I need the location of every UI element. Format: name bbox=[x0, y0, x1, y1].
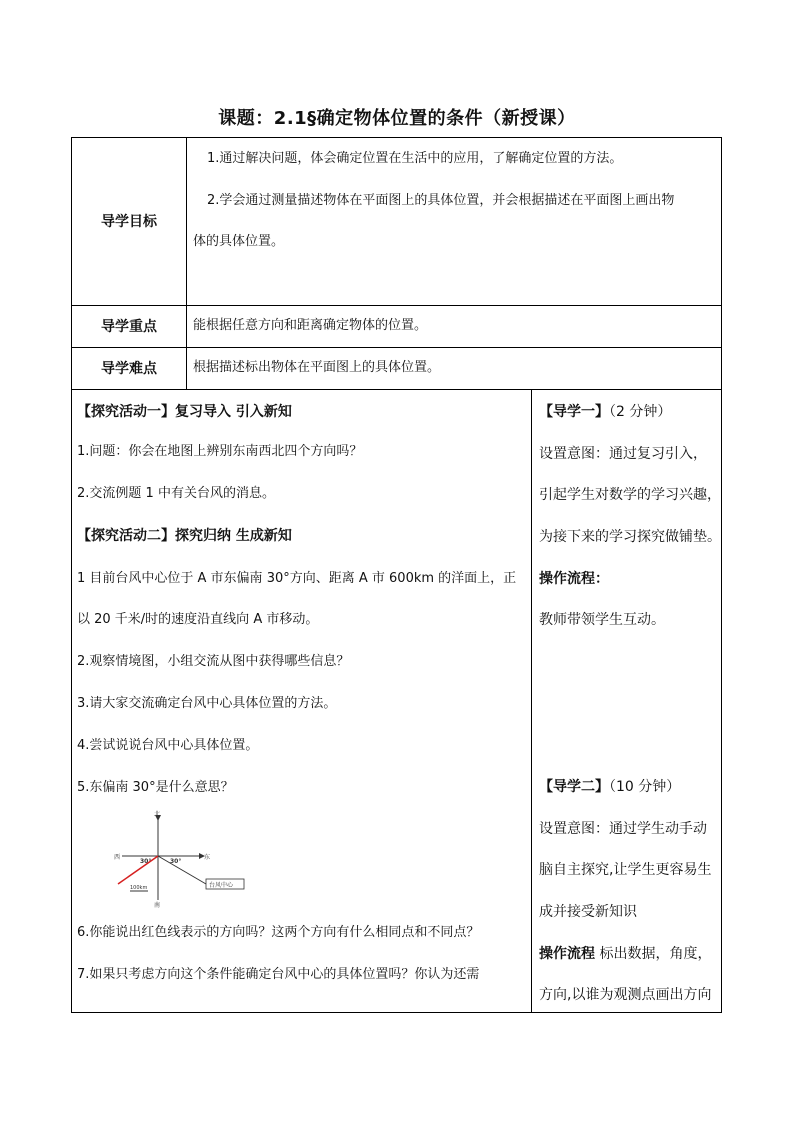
guide-2-intent-line-1: 设置意图：通过学生动手动 bbox=[539, 821, 707, 837]
guide-1-intent-line-3: 为接下来的学习探究做铺垫。 bbox=[539, 529, 721, 545]
west-label: 西 bbox=[114, 854, 121, 861]
goals-label: 导学目标 bbox=[101, 214, 157, 230]
row-divider-goals bbox=[71, 305, 722, 306]
guide-2-heading bbox=[539, 777, 680, 797]
left-angle-label: 30° bbox=[140, 858, 152, 865]
north-label: 北 bbox=[154, 811, 161, 818]
right-angle-label: 30° bbox=[170, 858, 182, 865]
table-border-top bbox=[71, 137, 722, 138]
page-title: 课题：2.1§确定物体位置的条件（新授课） bbox=[218, 108, 576, 129]
typhoon-direction-line bbox=[158, 856, 206, 884]
goal-item-1: 1.通过解决问题，体会确定位置在生活中的应用，了解确定位置的方法。 bbox=[207, 151, 623, 166]
typhoon-box-label: 台风中心 bbox=[209, 882, 234, 889]
red-direction-line bbox=[118, 856, 158, 884]
guide-2-flow-line-2: 方向,以谁为观测点画出方向 bbox=[539, 987, 712, 1003]
guide-2-intent-line-2: 脑自主探究,让学生更容易生 bbox=[539, 862, 712, 878]
guide-1-intent-line-2: 引起学生对数学的学习兴趣， bbox=[539, 487, 721, 503]
goal-item-2-line-1: 2.学会通过测量描述物体在平面图上的具体位置，并会根据描述在平面图上画出物 bbox=[207, 193, 675, 208]
guide-1-flow-text: 教师带领学生互动。 bbox=[539, 612, 665, 628]
guide-2-intent-line-3: 成并接受新知识 bbox=[539, 904, 637, 920]
paragraph-2: 2.观察情境图，小组交流从图中获得哪些信息？ bbox=[77, 654, 350, 669]
label-column-divider bbox=[186, 137, 187, 390]
paragraph-3: 3.请大家交流确定台风中心具体位置的方法。 bbox=[77, 696, 337, 711]
direction-diagram bbox=[108, 808, 248, 908]
question-2: 2.交流例题 1 中有关台风的消息。 bbox=[77, 486, 275, 501]
row-divider-difficulty bbox=[71, 389, 722, 390]
east-label: 东 bbox=[204, 854, 211, 861]
south-label: 南 bbox=[154, 902, 161, 908]
guide-2-title: 【导学二】 bbox=[539, 779, 609, 795]
guide-2-time: （10 分钟） bbox=[609, 779, 681, 795]
paragraph-1-line-2: 以 20 千米/时的速度沿直线向 A 市移动。 bbox=[77, 612, 319, 627]
table-border-right bbox=[721, 137, 722, 1013]
focus-label: 导学重点 bbox=[101, 319, 157, 335]
paragraph-5: 5.东偏南 30°是什么意思？ bbox=[77, 780, 234, 795]
guide-1-flow-label: 操作流程： bbox=[539, 571, 609, 587]
question-1: 1.问题：你会在地图上辨别东南西北四个方向吗？ bbox=[77, 444, 363, 459]
paragraph-7: 7.如果只考虑方向这个条件能确定台风中心的具体位置吗？你认为还需 bbox=[77, 967, 480, 982]
guide-2-flow-text: 标出数据，角度， bbox=[595, 946, 712, 962]
difficulty-text: 根据描述标出物体在平面图上的具体位置。 bbox=[193, 360, 441, 375]
guide-1-heading bbox=[539, 402, 671, 422]
content-column-divider bbox=[531, 389, 532, 1013]
guide-2-flow-label: 操作流程 bbox=[539, 946, 595, 962]
table-border-left bbox=[71, 137, 72, 1013]
guide-1-intent-line-1: 设置意图：通过复习引入， bbox=[539, 446, 707, 462]
paragraph-1-line-1: 1 目前台风中心位于 A 市东偏南 30°方向、距离 A 市 600km 的洋面上，正 bbox=[77, 571, 517, 586]
scale-label: 100km bbox=[130, 885, 148, 891]
row-divider-focus bbox=[71, 347, 722, 348]
paragraph-6: 6.你能说出红色线表示的方向吗？这两个方向有什么相同点和不同点？ bbox=[77, 925, 480, 940]
guide-1-time: （2 分钟） bbox=[609, 404, 672, 420]
guide-2-flow-line-1 bbox=[539, 944, 711, 964]
goal-item-2-line-2: 体的具体位置。 bbox=[193, 234, 285, 249]
difficulty-label: 导学难点 bbox=[101, 361, 157, 377]
paragraph-4: 4.尝试说说台风中心具体位置。 bbox=[77, 738, 259, 753]
focus-text: 能根据任意方向和距离确定物体的位置。 bbox=[193, 318, 428, 333]
activity-1-title: 【探究活动一】复习导入 引入新知 bbox=[77, 404, 292, 420]
guide-1-title: 【导学一】 bbox=[539, 404, 609, 420]
table-border-bottom bbox=[71, 1012, 722, 1013]
activity-2-title: 【探究活动二】探究归纳 生成新知 bbox=[77, 528, 292, 544]
